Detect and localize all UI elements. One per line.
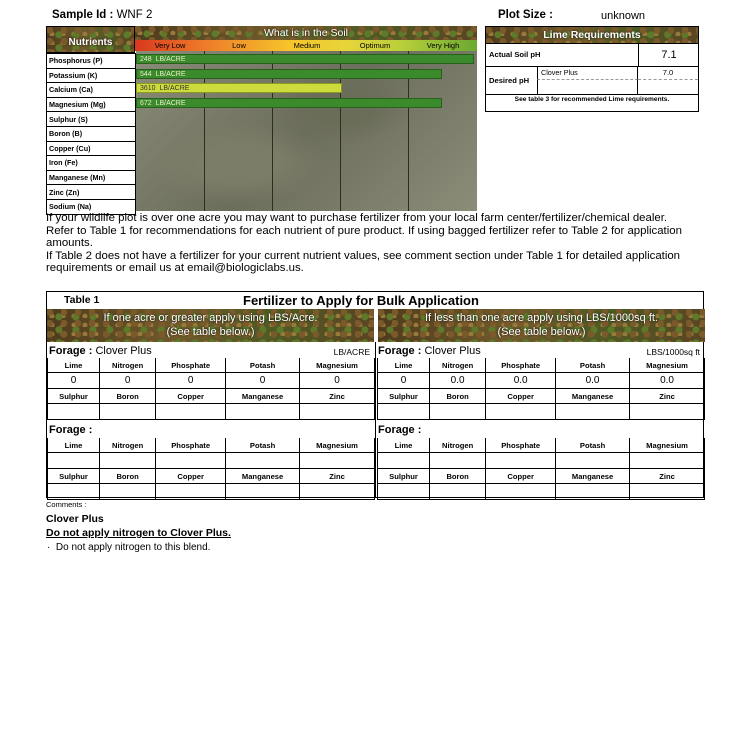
nutrient-bar-phosphorus: 248 LB/ACRE [136,54,474,64]
forage-left-2: Forage : [49,424,93,436]
value-cell: 0.0 [630,373,705,389]
plot-size-label: Plot Size : [498,9,553,21]
comments-bullet-text: Do not apply nitrogen to this blend. [55,542,211,553]
col-magnesium: Magnesium [630,358,705,373]
nutrient-bar-calcium: 3610 LB/ACRE [136,83,342,93]
comments-label: Comments : [46,500,87,509]
col-phosphate: Phosphate [486,358,556,373]
col-sulphur: Sulphur [378,389,430,404]
fert-table-left-1 [47,358,375,420]
col-nitrogen: Nitrogen [429,358,485,373]
desired-crop: Clover Plus [537,66,638,80]
nutrient-name: Sodium (Na) [47,199,136,214]
nutrient-name: Calcium (Ca) [47,83,136,98]
col-phosphate: Phosphate [156,438,226,453]
lime-note: See table 3 for recommended Lime requirements. [514,96,670,103]
value-cell: 0.0 [556,373,630,389]
category-optimum: Optimum [359,41,391,50]
col-zinc: Zinc [300,389,375,404]
value-cell: 0 [48,373,100,389]
desired-ph-label: Desired pH [489,76,530,85]
plot-size-value: unknown [601,10,646,22]
category-band [135,40,477,51]
nutrient-name: Zinc (Zn) [47,185,136,200]
col-manganese: Manganese [556,389,630,404]
actual-ph-row [486,43,698,67]
nutrient-name: Manganese (Mn) [47,170,136,185]
col-sulphur: Sulphur [48,469,100,484]
col-copper: Copper [486,389,556,404]
col-nitrogen: Nitrogen [429,438,485,453]
nutrient-name: Boron (B) [47,126,136,141]
value-cell: 0 [300,373,375,389]
category-very-low: Very Low [154,41,186,50]
chart-title-bar [135,26,477,40]
bullet-icon: · [47,542,51,553]
col-magnesium: Magnesium [300,438,375,453]
table-1 [46,291,704,498]
lime-requirements [485,26,699,112]
actual-ph-label: Actual Soil pH [489,50,541,59]
actual-ph-value: 7.1 [638,44,699,66]
col-phosphate: Phosphate [486,438,556,453]
unit-right: LBS/1000sq ft [646,347,700,357]
plot-area [136,51,477,211]
col-nitrogen: Nitrogen [99,438,155,453]
col-zinc: Zinc [630,469,705,484]
comments-bullet [47,542,210,553]
col-zinc: Zinc [630,389,705,404]
col-copper: Copper [156,389,226,404]
soil-chart [46,26,477,211]
left-section-header [47,309,374,342]
sample-id-row [52,9,152,21]
desired-ph-row [486,66,698,95]
col-potash: Potash [556,358,630,373]
nutrients-header: Nutrients [46,26,135,53]
chart-title: What is in the Soil [263,27,349,39]
nutrient-name: Potassium (K) [47,68,136,83]
col-potash: Potash [226,438,300,453]
col-phosphate: Phosphate [156,358,226,373]
col-lime: Lime [378,438,430,453]
value-cell: 0 [378,373,430,389]
col-magnesium: Magnesium [300,358,375,373]
forage-right-1: Forage : Clover Plus [378,345,481,357]
table-1-label: Table 1 [64,294,100,306]
instruction-paragraph: If Table 2 does not have a fertilizer for your current nutrient values, see comment section under Table 1 for detailed application requirements or email us at email@biologiclabs.us. [46,249,681,275]
col-copper: Copper [486,469,556,484]
sample-id-label: Sample Id : [52,9,114,21]
value-cell: 0.0 [486,373,556,389]
col-boron: Boron [99,469,155,484]
col-zinc: Zinc [300,469,375,484]
col-lime: Lime [48,358,100,373]
fert-table-left-2 [47,438,375,500]
sample-id-value: WNF 2 [116,9,153,21]
section-divider [375,342,376,498]
right-header-line: If less than one acre apply using LBS/1000sq ft. [425,312,658,324]
nutrient-name: Copper (Cu) [47,141,136,156]
nutrient-name: Magnesium (Mg) [47,97,136,112]
category-very-high: Very High [426,41,460,50]
col-nitrogen: Nitrogen [99,358,155,373]
col-boron: Boron [99,389,155,404]
instructions [46,212,716,275]
instruction-paragraph: If your wildlife plot is over one acre you may want to purchase fertilizer from your local farm center/fertilizer/chemical dealer. [46,212,668,224]
value-cell: 0 [99,373,155,389]
col-potash: Potash [226,358,300,373]
value-cell: 0 [226,373,300,389]
col-sulphur: Sulphur [378,469,430,484]
right-header-line: (See table below.) [497,326,586,338]
category-medium: Medium [293,41,321,50]
comments-crop: Clover Plus [46,513,104,525]
fert-table-right-2 [377,438,705,500]
fert-table-right-1 [377,358,705,420]
col-manganese: Manganese [226,389,300,404]
col-boron: Boron [429,469,485,484]
nutrient-name: Phosphorus (P) [47,54,136,69]
col-manganese: Manganese [556,469,630,484]
col-magnesium: Magnesium [630,438,705,453]
right-section-header [378,309,705,342]
col-potash: Potash [556,438,630,453]
desired-ph-value: 7.0 [638,66,698,80]
instruction-paragraph: Refer to Table 1 for recommendations for each nutrient of pure product. If using bagged fertilizer refer to Table 2 for application amounts. [46,224,682,250]
col-copper: Copper [156,469,226,484]
col-lime: Lime [378,358,430,373]
desired-crop-empty [537,80,638,94]
nutrient-bar-potassium: 544 LB/ACRE [136,69,442,79]
forage-left-1: Forage : Clover Plus [49,345,152,357]
unit-left: LB/ACRE [333,347,370,357]
col-manganese: Manganese [226,469,300,484]
nutrient-name: Sulphur (S) [47,112,136,127]
lime-title: Lime Requirements [486,27,698,43]
table-1-title: Fertilizer to Apply for Bulk Application [243,293,479,308]
nutrient-bar-magnesium: 672 LB/ACRE [136,98,442,108]
nutrient-list [46,53,136,215]
category-low: Low [232,41,246,50]
value-cell: 0.0 [429,373,485,389]
left-header-line: If one acre or greater apply using LBS/Acre. [103,312,318,324]
comments-headline: Do not apply nitrogen to Clover Plus. [46,527,231,539]
col-boron: Boron [429,389,485,404]
col-lime: Lime [48,438,100,453]
value-cell: 0 [156,373,226,389]
left-header-line: (See table below.) [166,326,255,338]
nutrient-name: Iron (Fe) [47,156,136,171]
col-sulphur: Sulphur [48,389,100,404]
forage-right-2: Forage : [378,424,422,436]
